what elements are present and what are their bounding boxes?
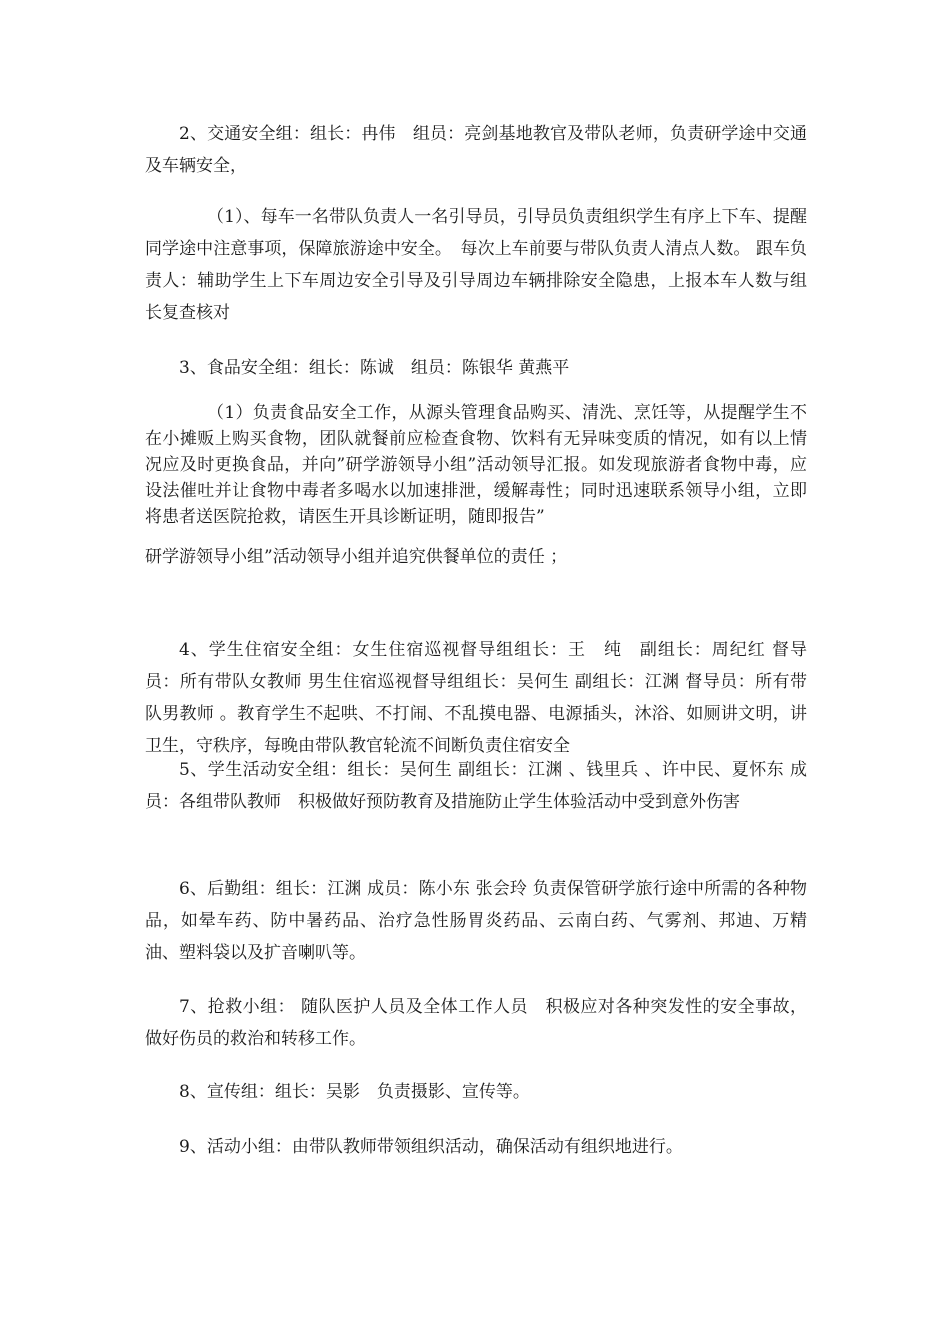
paragraph-logistics: 6、后勤组：组长：江渊 成员：陈小东 张会玲 负责保管研学旅行途中所需的各种物品，如晕车药、防中暑药品、治疗急性肠胃炎药品、云南白药、气雾剂、邦迪、万精油、塑料袋以及扩音喇叭等。 xyxy=(145,879,807,963)
paragraph-activity-team: 9、活动小组：由带队教师带领组织活动，确保活动有组织地进行。 xyxy=(179,1137,683,1157)
paragraph-traffic-safety: 2、交通安全组：组长：冉伟 组员：亮剑基地教官及带队老师，负责研学途中交通及车辆安全， xyxy=(145,124,807,176)
paragraph-food-duties: （1）负责食品安全工作，从源头管理食品购买、清洗、烹饪等，从提醒学生不在小摊贩上购买食物，团队就餐前应检查食物、饮料有无异味变质的情况，如有以上情况应及时更换食品，并向”研学游领导小组”活动领导汇报。如发现旅游者食物中毒，应设法催吐并让食物中毒者多喝水以加速排泄，缓解毒性；同时迅速联系领导小组，立即将患者送医院抢救，请医生开具诊断证明，随即报告” xyxy=(145,403,807,527)
paragraph-food-duties-tail: 研学游领导小组”活动领导小组并追究供餐单位的责任 ； xyxy=(145,547,568,567)
paragraph-publicity: 8、宣传组：组长：吴影 负责摄影、宣传等。 xyxy=(179,1082,530,1102)
paragraph-traffic-duties: （1）、每车一名带队负责人一名引导员，引导员负责组织学生有序上下车、提醒同学途中注意事项，保障旅游途中安全。 每次上车前要与带队负责人清点人数。 跟车负责人：辅助学生上下车周边安全引导及引导周边车辆排除安全隐患，上报本车人数与组长复查核对 xyxy=(145,207,807,323)
paragraph-activity-safety: 5、学生活动安全组：组长：吴何生 副组长：江渊 、钱里兵 、许中民、夏怀东 成员：各组带队教师 积极做好预防教育及措施防止学生体验活动中受到意外伤害 xyxy=(145,760,807,812)
paragraph-rescue-team: 7、抢救小组： 随队医护人员及全体工作人员 积极应对各种突发性的安全事故，做好伤员的救治和转移工作。 xyxy=(145,997,807,1049)
paragraph-dormitory-safety: 4、学生住宿安全组：女生住宿巡视督导组组长：王 纯 副组长：周纪红 督导员：所有带队女教师 男生住宿巡视督导组组长：吴何生 副组长：江渊 督导员：所有带队男教师 。教育学生不起哄、不打闹、不乱摸电器、电源插头，沐浴、如厕讲文明，讲卫生，守秩序，每晚由带队教官轮流不间断负责住宿安全 xyxy=(145,640,807,756)
paragraph-food-safety: 3、食品安全组：组长：陈诚 组员：陈银华 黄燕平 xyxy=(179,358,570,378)
